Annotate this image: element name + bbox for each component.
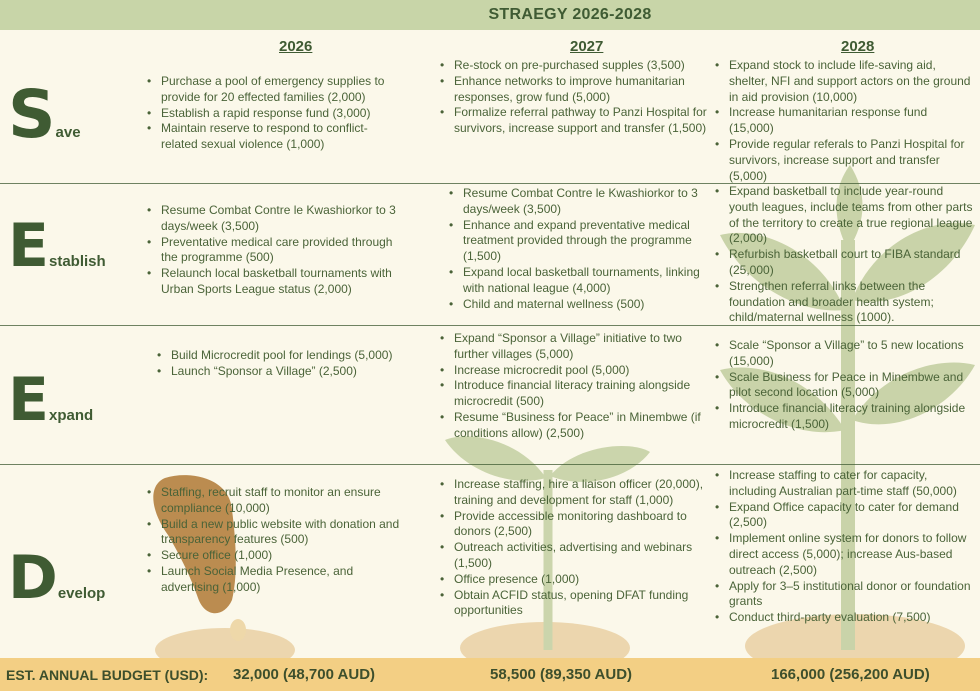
list-item: • Launch “Sponsor a Village” (2,500) bbox=[154, 364, 404, 380]
list-item: • Expand basketball to include year-round youth leagues, include teams from other parts of the territory to create a true regional league (2,000) bbox=[712, 184, 974, 247]
row-initial-letter: S bbox=[8, 76, 56, 153]
list-item: • Expand local basketball tournaments, linking with national league (4,000) bbox=[446, 265, 706, 297]
list-item: • Build Microcredit pool for lendings (5,000) bbox=[154, 348, 404, 364]
strategy-title: STRAEGY 2026-2028 bbox=[488, 6, 652, 23]
list-item: • Increase staffing to cater for capacity, including Australian part-time staff (50,000) bbox=[712, 468, 974, 500]
list-item: • Provide accessible monitoring dashboard to donors (2,500) bbox=[437, 509, 709, 541]
year-header-2026: 2026 bbox=[279, 38, 313, 55]
row-divider bbox=[0, 464, 980, 465]
establish-2026-list bbox=[144, 203, 406, 298]
save-2027-list bbox=[437, 58, 710, 137]
budget-2027: 58,500 (89,350 AUD) bbox=[490, 666, 633, 683]
list-item: • Build a new public website with donation and transparency features (500) bbox=[144, 517, 410, 549]
row-label-develop bbox=[8, 543, 106, 613]
list-item: • Introduce financial literacy training alongside microcredit (1,500) bbox=[712, 401, 974, 433]
row-initial-letter: E bbox=[8, 211, 49, 281]
year-header-2028: 2028 bbox=[841, 38, 875, 55]
list-item: • Expand stock to include life-saving aid, shelter, NFI and support actors on the ground in aid provision (10,000) bbox=[712, 58, 974, 105]
list-item: • Enhance networks to improve humanitarian responses, grow fund (5,000) bbox=[437, 74, 710, 106]
list-item: • Purchase a pool of emergency supplies to provide for 20 effected families (2,000) bbox=[144, 74, 404, 106]
list-item: • Expand “Sponsor a Village” initiative to two further villages (5,000) bbox=[437, 331, 707, 363]
budget-label: EST. ANNUAL BUDGET (USD): bbox=[6, 667, 209, 683]
year-header-2027: 2027 bbox=[570, 38, 604, 55]
establish-2028-list bbox=[712, 184, 974, 326]
list-item: • Obtain ACFID status, opening DFAT funding opportunities bbox=[437, 588, 709, 620]
list-item: • Office presence (1,000) bbox=[437, 572, 709, 588]
list-item: • Refurbish basketball court to FIBA standard (25,000) bbox=[712, 247, 974, 279]
annual-budget-bar bbox=[0, 658, 980, 691]
list-item: • Introduce financial literacy training alongside microcredit (500) bbox=[437, 378, 707, 410]
list-item: • Establish a rapid response fund (3,000) bbox=[144, 106, 404, 122]
row-label-rest: stablish bbox=[49, 253, 106, 270]
list-item: • Expand Office capacity to cater for demand (2,500) bbox=[712, 500, 974, 532]
list-item: • Formalize referral pathway to Panzi Hospital for survivors, increase support and transfer (1,500) bbox=[437, 105, 710, 137]
list-item: • Resume Combat Contre le Kwashiorkor to 3 days/week (3,500) bbox=[446, 186, 706, 218]
list-item: • Increase microcredit pool (5,000) bbox=[437, 363, 707, 379]
strategy-title-bar bbox=[0, 0, 980, 30]
sprout-leaf-left bbox=[445, 436, 546, 480]
expand-2026-list bbox=[154, 348, 404, 380]
list-item: • Conduct third-party evaluation (7,500) bbox=[712, 610, 974, 626]
list-item: • Secure office (1,000) bbox=[144, 548, 410, 564]
list-item: • Maintain reserve to respond to conflict-related sexual violence (1,000) bbox=[144, 121, 404, 153]
list-item: • Scale “Sponsor a Village” to 5 new locations (15,000) bbox=[712, 338, 974, 370]
save-2026-list bbox=[144, 74, 404, 153]
row-label-establish bbox=[8, 211, 106, 281]
row-label-expand bbox=[8, 365, 94, 435]
expand-2027-list bbox=[437, 331, 707, 442]
establish-2027-list bbox=[446, 186, 706, 312]
list-item: • Scale Business for Peace in Minembwe and pilot second location (5,000) bbox=[712, 370, 974, 402]
list-item: • Implement online system for donors to follow direct access (5,000); increase Aus-based outreach (2,500) bbox=[712, 531, 974, 578]
row-label-rest: evelop bbox=[57, 585, 106, 602]
list-item: • Staffing, recruit staff to monitor an ensure compliance (10,000) bbox=[144, 485, 410, 517]
row-initial-letter: E bbox=[8, 365, 49, 435]
list-item: • Increase staffing, hire a liaison officer (20,000), training and development for staff (1,000) bbox=[437, 477, 709, 509]
develop-2028-list bbox=[712, 468, 974, 626]
list-item: • Outreach activities, advertising and webinars (1,500) bbox=[437, 540, 709, 572]
list-item: • Relaunch local basketball tournaments with Urban Sports League status (2,000) bbox=[144, 266, 406, 298]
list-item: • Increase humanitarian response fund (15,000) bbox=[712, 105, 974, 137]
list-item: • Strengthen referral links between the foundation and broader health system; child/maternal wellness (1000). bbox=[712, 279, 974, 326]
row-label-rest: xpand bbox=[49, 407, 94, 424]
list-item: • Launch Social Media Presence, and advertising (1,000) bbox=[144, 564, 410, 596]
develop-2026-list bbox=[144, 485, 410, 596]
budget-2026: 32,000 (48,700 AUD) bbox=[233, 666, 376, 683]
seed-sprout bbox=[230, 619, 246, 641]
save-2028-list bbox=[712, 58, 974, 184]
develop-2027-list bbox=[437, 477, 709, 619]
row-initial-letter: D bbox=[8, 543, 58, 613]
list-item: • Provide regular referals to Panzi Hospital for survivors, increase support and transfer (5,000) bbox=[712, 137, 974, 184]
list-item: • Enhance and expand preventative medical treatment provided through the programme (1,500) bbox=[446, 218, 706, 265]
row-label-rest: ave bbox=[55, 124, 81, 141]
budget-2028: 166,000 (256,200 AUD) bbox=[771, 666, 930, 683]
list-item: • Preventative medical care provided through the programme (500) bbox=[144, 235, 406, 267]
row-label-save bbox=[8, 76, 81, 153]
list-item: • Child and maternal wellness (500) bbox=[446, 297, 706, 313]
list-item: • Apply for 3–5 institutional donor or foundation grants bbox=[712, 579, 974, 611]
expand-2028-list bbox=[712, 338, 974, 433]
list-item: • Resume Combat Contre le Kwashiorkor to 3 days/week (3,500) bbox=[144, 203, 406, 235]
list-item: • Re-stock on pre-purchased supples (3,500) bbox=[437, 58, 710, 74]
list-item: • Resume “Business for Peace” in Minembwe (if conditions allow) (2,500) bbox=[437, 410, 707, 442]
